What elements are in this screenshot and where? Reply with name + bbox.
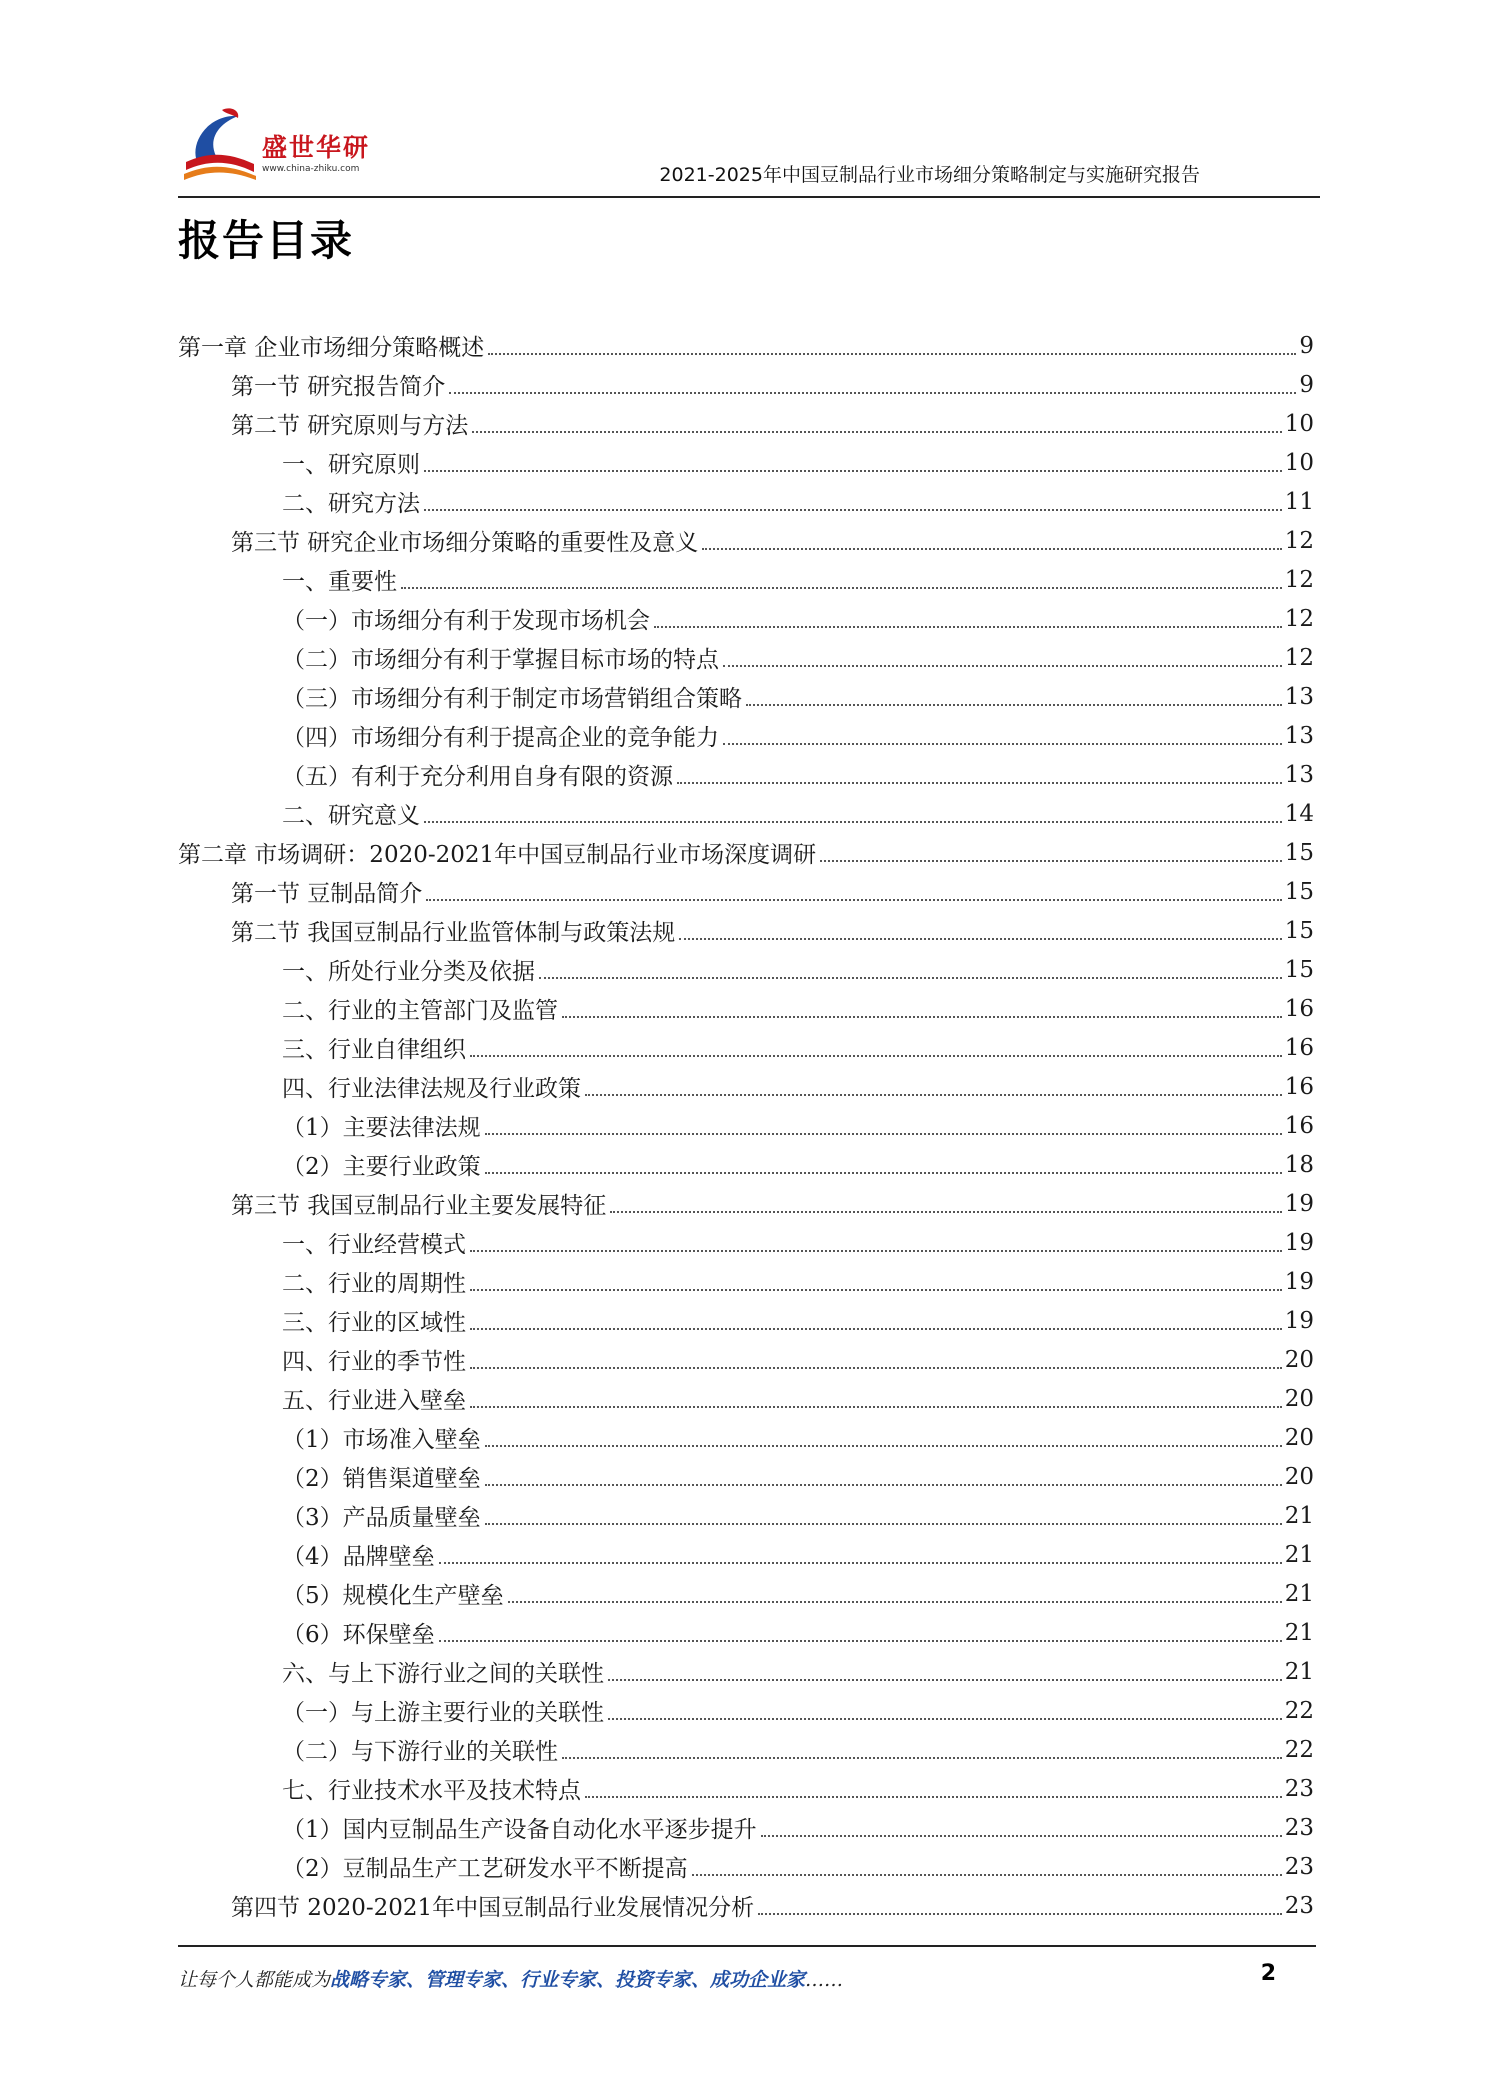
toc-entry-label: （4）品牌壁垒 xyxy=(282,1544,435,1570)
toc-entry-label: （3）产品质量壁垒 xyxy=(282,1505,481,1531)
toc-entry-label: 二、行业的主管部门及监管 xyxy=(282,998,558,1024)
toc-entry-label: （四）市场细分有利于提高企业的竞争能力 xyxy=(282,725,719,751)
toc-entry[interactable] xyxy=(178,326,1314,365)
toc-entry[interactable] xyxy=(178,1496,1314,1535)
toc-entry-page: 16 xyxy=(1284,1112,1314,1139)
toc-leader-dots xyxy=(401,587,1282,589)
toc-leader-dots xyxy=(702,548,1281,550)
toc-leader-dots xyxy=(439,1562,1282,1564)
toc-entry-label: （二）市场细分有利于掌握目标市场的特点 xyxy=(282,647,719,673)
toc-entry[interactable] xyxy=(178,1769,1314,1808)
toc-entry-label: 一、重要性 xyxy=(282,569,397,595)
toc-entry-label: 一、所处行业分类及依据 xyxy=(282,959,535,985)
toc-entry-label: 七、行业技术水平及技术特点 xyxy=(282,1778,581,1804)
toc-leader-dots xyxy=(585,1796,1282,1798)
toc-entry-page: 20 xyxy=(1284,1385,1314,1412)
toc-entry-label: 第三节 我国豆制品行业主要发展特征 xyxy=(231,1193,607,1219)
toc-entry[interactable] xyxy=(178,1340,1314,1379)
toc-entry-page: 23 xyxy=(1284,1775,1314,1802)
toc-leader-dots xyxy=(424,509,1282,511)
toc-entry-page: 19 xyxy=(1284,1229,1314,1256)
toc-entry[interactable] xyxy=(178,1067,1314,1106)
slogan-suffix: …… xyxy=(805,1969,844,1991)
toc-entry-page: 19 xyxy=(1284,1268,1314,1295)
toc-heading: 报告目录 xyxy=(178,216,355,265)
footer-slogan xyxy=(178,1965,843,1992)
toc-entry[interactable] xyxy=(178,833,1314,872)
toc-leader-dots xyxy=(654,626,1282,628)
toc-entry-label: （1）主要法律法规 xyxy=(282,1115,481,1141)
toc-leader-dots xyxy=(692,1874,1282,1876)
toc-entry[interactable] xyxy=(178,989,1314,1028)
toc-entry[interactable] xyxy=(178,599,1314,638)
toc-entry-label: 第一节 豆制品简介 xyxy=(231,881,423,907)
toc-entry-page: 16 xyxy=(1284,995,1314,1022)
toc-entry[interactable] xyxy=(178,1457,1314,1496)
toc-entry[interactable] xyxy=(178,1301,1314,1340)
toc-entry-label: （2）豆制品生产工艺研发水平不断提高 xyxy=(282,1856,688,1882)
toc-entry-label: （2）销售渠道壁垒 xyxy=(282,1466,481,1492)
toc-entry-page: 21 xyxy=(1284,1658,1314,1685)
toc-entry[interactable] xyxy=(178,911,1314,950)
toc-leader-dots xyxy=(470,1289,1282,1291)
page-number: 2 xyxy=(1260,1961,1276,1986)
toc-entry-page: 16 xyxy=(1284,1034,1314,1061)
toc-leader-dots xyxy=(562,1016,1282,1018)
toc-leader-dots xyxy=(470,1055,1282,1057)
toc-leader-dots xyxy=(485,1445,1282,1447)
page-footer xyxy=(178,1945,1316,2007)
toc-entry[interactable] xyxy=(178,638,1314,677)
toc-entry-label: 六、与上下游行业之间的关联性 xyxy=(282,1661,604,1687)
toc-entry-page: 15 xyxy=(1284,839,1314,866)
toc-entry[interactable] xyxy=(178,1886,1314,1925)
toc-entry-page: 12 xyxy=(1284,527,1314,554)
toc-entry[interactable] xyxy=(178,521,1314,560)
toc-entry[interactable] xyxy=(178,482,1314,521)
toc-leader-dots xyxy=(746,704,1282,706)
toc-entry-label: 第二节 研究原则与方法 xyxy=(231,413,469,439)
toc-entry-page: 10 xyxy=(1284,449,1314,476)
toc-entry[interactable] xyxy=(178,1262,1314,1301)
toc-leader-dots xyxy=(426,899,1281,901)
toc-leader-dots xyxy=(608,1679,1282,1681)
toc-leader-dots xyxy=(758,1913,1282,1915)
toc-entry-label: （三）市场细分有利于制定市场营销组合策略 xyxy=(282,686,742,712)
toc-entry[interactable] xyxy=(178,716,1314,755)
toc-entry-page: 13 xyxy=(1284,761,1314,788)
toc-entry-label: （五）有利于充分利用自身有限的资源 xyxy=(282,764,673,790)
report-title: 2021-2025年中国豆制品行业市场细分策略制定与实施研究报告 xyxy=(659,164,1200,186)
toc-entry-page: 20 xyxy=(1284,1346,1314,1373)
toc-entry[interactable] xyxy=(178,560,1314,599)
toc-leader-dots xyxy=(424,470,1282,472)
toc-entry[interactable] xyxy=(178,677,1314,716)
toc-leader-dots xyxy=(508,1601,1282,1603)
toc-entry-page: 13 xyxy=(1284,722,1314,749)
toc-leader-dots xyxy=(470,1250,1282,1252)
toc-leader-dots xyxy=(472,431,1281,433)
toc-entry-label: （一）与上游主要行业的关联性 xyxy=(282,1700,604,1726)
toc-leader-dots xyxy=(485,1172,1282,1174)
logo-name: 盛世华研 xyxy=(262,133,371,162)
toc-entry-label: 四、行业的季节性 xyxy=(282,1349,466,1375)
toc-entry-page: 21 xyxy=(1284,1580,1314,1607)
toc-entry-label: （1）市场准入壁垒 xyxy=(282,1427,481,1453)
toc-entry[interactable] xyxy=(178,1730,1314,1769)
toc-entry-label: 第一节 研究报告简介 xyxy=(231,374,446,400)
toc-entry-page: 22 xyxy=(1284,1736,1314,1763)
toc-entry-page: 15 xyxy=(1284,878,1314,905)
toc-entry[interactable] xyxy=(178,1184,1314,1223)
toc-entry[interactable] xyxy=(178,1847,1314,1886)
toc-entry[interactable] xyxy=(178,1613,1314,1652)
toc-entry-page: 15 xyxy=(1284,956,1314,983)
toc-entry-page: 20 xyxy=(1284,1424,1314,1451)
toc-entry-label: （6）环保壁垒 xyxy=(282,1622,435,1648)
logo-emblem-icon xyxy=(178,104,262,184)
toc-leader-dots xyxy=(562,1757,1282,1759)
toc-leader-dots xyxy=(679,938,1281,940)
toc-entry[interactable] xyxy=(178,1535,1314,1574)
toc-leader-dots xyxy=(424,821,1282,823)
toc-entry-label: 三、行业的区域性 xyxy=(282,1310,466,1336)
toc-entry-page: 19 xyxy=(1284,1307,1314,1334)
toc-entry-page: 13 xyxy=(1284,683,1314,710)
toc-entry-page: 11 xyxy=(1284,488,1314,515)
table-of-contents xyxy=(178,326,1314,1925)
toc-entry[interactable] xyxy=(178,794,1314,833)
toc-entry-label: 五、行业进入壁垒 xyxy=(282,1388,466,1414)
toc-leader-dots xyxy=(439,1640,1282,1642)
toc-entry-page: 9 xyxy=(1299,371,1314,398)
toc-leader-dots xyxy=(449,392,1296,394)
slogan-highlight: 战略专家、管理专家、行业专家、投资专家、成功企业家 xyxy=(330,1969,806,1991)
toc-entry-label: （5）规模化生产壁垒 xyxy=(282,1583,504,1609)
toc-entry[interactable] xyxy=(178,1574,1314,1613)
toc-entry-label: 二、研究意义 xyxy=(282,803,420,829)
toc-entry-page: 21 xyxy=(1284,1502,1314,1529)
toc-entry-label: （一）市场细分有利于发现市场机会 xyxy=(282,608,650,634)
toc-leader-dots xyxy=(723,743,1282,745)
toc-entry-page: 23 xyxy=(1284,1853,1314,1880)
toc-entry-page: 15 xyxy=(1284,917,1314,944)
toc-entry-page: 12 xyxy=(1284,605,1314,632)
toc-entry-label: 一、研究原则 xyxy=(282,452,420,478)
toc-leader-dots xyxy=(761,1835,1282,1837)
page-header xyxy=(178,100,1320,198)
toc-entry-label: 第四节 2020-2021年中国豆制品行业发展情况分析 xyxy=(231,1895,755,1921)
toc-entry[interactable] xyxy=(178,1418,1314,1457)
toc-entry[interactable] xyxy=(178,755,1314,794)
toc-entry-label: 第三节 研究企业市场细分策略的重要性及意义 xyxy=(231,530,699,556)
toc-entry-page: 23 xyxy=(1284,1814,1314,1841)
company-logo xyxy=(178,104,408,184)
toc-leader-dots xyxy=(485,1133,1282,1135)
logo-url: www.china-zhiku.com xyxy=(262,164,360,174)
toc-entry-label: 二、研究方法 xyxy=(282,491,420,517)
toc-entry-label: 一、行业经营模式 xyxy=(282,1232,466,1258)
toc-entry-page: 19 xyxy=(1284,1190,1314,1217)
toc-entry[interactable] xyxy=(178,1223,1314,1262)
toc-entry[interactable] xyxy=(178,1691,1314,1730)
toc-entry[interactable] xyxy=(178,404,1314,443)
toc-entry-page: 20 xyxy=(1284,1463,1314,1490)
toc-leader-dots xyxy=(677,782,1282,784)
toc-entry-label: 二、行业的周期性 xyxy=(282,1271,466,1297)
toc-entry[interactable] xyxy=(178,872,1314,911)
toc-leader-dots xyxy=(485,1523,1282,1525)
toc-leader-dots xyxy=(585,1094,1282,1096)
toc-entry-page: 12 xyxy=(1284,644,1314,671)
toc-entry[interactable] xyxy=(178,1379,1314,1418)
toc-entry-page: 12 xyxy=(1284,566,1314,593)
toc-leader-dots xyxy=(470,1328,1282,1330)
slogan-prefix: 让每个人都能成为 xyxy=(178,1969,331,1991)
toc-entry-page: 9 xyxy=(1299,332,1314,359)
toc-entry-page: 18 xyxy=(1284,1151,1314,1178)
toc-entry-label: （二）与下游行业的关联性 xyxy=(282,1739,558,1765)
toc-entry[interactable] xyxy=(178,365,1314,404)
toc-entry[interactable] xyxy=(178,443,1314,482)
toc-entry[interactable] xyxy=(178,1106,1314,1145)
toc-entry-label: （1）国内豆制品生产设备自动化水平逐步提升 xyxy=(282,1817,757,1843)
toc-entry-page: 23 xyxy=(1284,1892,1314,1919)
toc-entry-label: 四、行业法律法规及行业政策 xyxy=(282,1076,581,1102)
toc-leader-dots xyxy=(820,860,1282,862)
toc-leader-dots xyxy=(723,665,1282,667)
toc-entry-page: 16 xyxy=(1284,1073,1314,1100)
toc-leader-dots xyxy=(470,1367,1282,1369)
toc-entry-page: 10 xyxy=(1284,410,1314,437)
toc-leader-dots xyxy=(539,977,1282,979)
toc-leader-dots xyxy=(485,1484,1282,1486)
toc-leader-dots xyxy=(488,353,1296,355)
toc-entry-page: 14 xyxy=(1284,800,1314,827)
toc-leader-dots xyxy=(470,1406,1282,1408)
toc-entry-page: 21 xyxy=(1284,1619,1314,1646)
toc-entry[interactable] xyxy=(178,950,1314,989)
toc-entry[interactable] xyxy=(178,1652,1314,1691)
toc-entry-label: 第二节 我国豆制品行业监管体制与政策法规 xyxy=(231,920,676,946)
toc-entry[interactable] xyxy=(178,1808,1314,1847)
toc-entry-label: 第二章 市场调研：2020-2021年中国豆制品行业市场深度调研 xyxy=(178,842,817,868)
toc-entry-page: 22 xyxy=(1284,1697,1314,1724)
toc-entry-page: 21 xyxy=(1284,1541,1314,1568)
toc-leader-dots xyxy=(610,1211,1281,1213)
toc-entry-label: （2）主要行业政策 xyxy=(282,1154,481,1180)
toc-entry[interactable] xyxy=(178,1145,1314,1184)
toc-entry-label: 三、行业自律组织 xyxy=(282,1037,466,1063)
toc-leader-dots xyxy=(608,1718,1282,1720)
toc-entry-label: 第一章 企业市场细分策略概述 xyxy=(178,335,485,361)
toc-entry[interactable] xyxy=(178,1028,1314,1067)
